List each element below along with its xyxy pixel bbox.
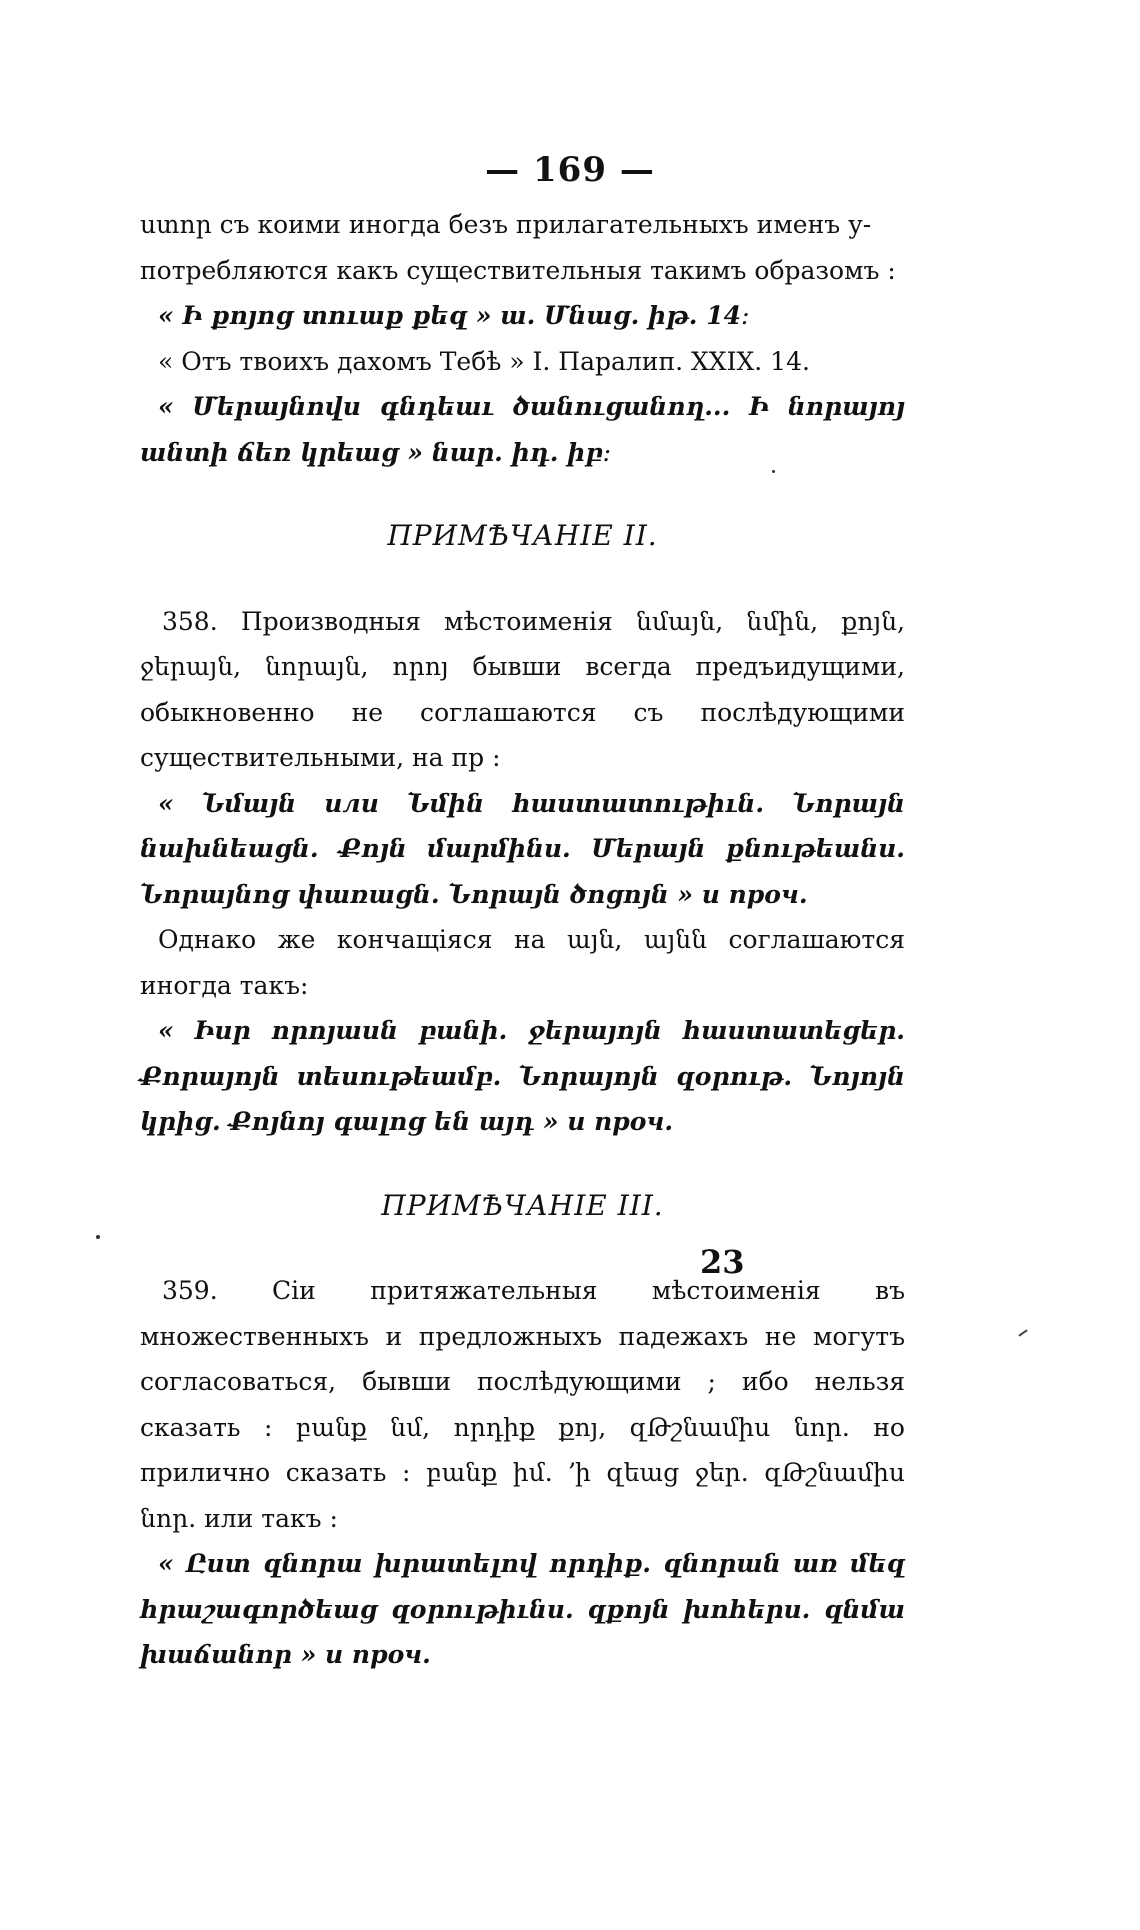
print-scratch <box>1018 1329 1027 1336</box>
page-body <box>140 202 905 1678</box>
intro-line-1: ստոր съ коими иногда безъ прилагательныхъ именъ у- <box>140 210 872 239</box>
section-title-note-2: ПРИМѢЧАНІЕ II. <box>387 519 658 552</box>
page-header-number: — 169 — <box>485 150 655 190</box>
print-speck <box>772 470 775 473</box>
quote-armenian-3: « Նմայն или Նմին հաստատութիւն. Նորայն նախնեացն. Քոյն մարմինս. Մերայն քնութեանս. Նորայնոց փառացն. Նորայն ծոցոյն » и проч. <box>140 788 905 909</box>
section-title-note-3: ПРИМѢЧАНІЕ III. <box>381 1188 664 1222</box>
quote-armenian-5: « Ըստ զնորա խրատելով որդիք. զնորան առ մեզ հրաշագործեաց զօրութիւնս. զքոյն խոհերս. զնմա խաճանոր » и проч. <box>140 1549 905 1669</box>
signature-number: 23 <box>700 1243 745 1281</box>
quote-russian-1: « Отъ твоихъ дахомъ Тебѣ » І. Паралип. XXIX. 14. <box>158 346 810 376</box>
paragraph-358: 358. Производныя мѣстоименія նմայն, նմին, քոյն, ջերայն, նորայն, որոյ бывши всегда предъидущими, обыкновенно не соглашаются съ послѣдующими существительными, на пр : <box>140 606 905 772</box>
print-speck <box>96 1235 100 1239</box>
quote-armenian-4: « Իսր որոյասն բանի. ջերայոյն հաստատեցեր. Քորայոյն տեսութեամբ. Նորայոյն զօրութ. Նոյոյն կրից. Քոյնոյ գալոց են այդ » и проч. <box>140 1016 905 1136</box>
intro-line-2: потребляются какъ существительныя такимъ образомъ : <box>140 255 896 285</box>
paragraph-358-continuation: Однако же кончащіяся на այն, այնն соглашаются иногда такъ: <box>140 925 905 1000</box>
paragraph-359: 359. Сіи притяжательныя мѣстоименія въ множественныхъ и предложныхъ падежахъ не могутъ согласоваться, бывши послѣдующими ; ибо нельзя сказать : բանք նմ, որդիք քոյ, զԹշնամիս նոր. но прилично сказать : բանք իմ. ՚ի զեաց ջեր. զԹշնամիս նոր. или такъ : <box>140 1276 905 1533</box>
quote-armenian-1: « Ի քոյոց տուաք քեզ » ա. Մնաց. իթ. 14։ <box>158 301 750 330</box>
quote-armenian-2: « Մերայնովս գնդեաւ ծանուցանող... Ի նորայոյ անտի ճեռ կրեաց » նար. իդ. իբ։ <box>140 392 905 467</box>
